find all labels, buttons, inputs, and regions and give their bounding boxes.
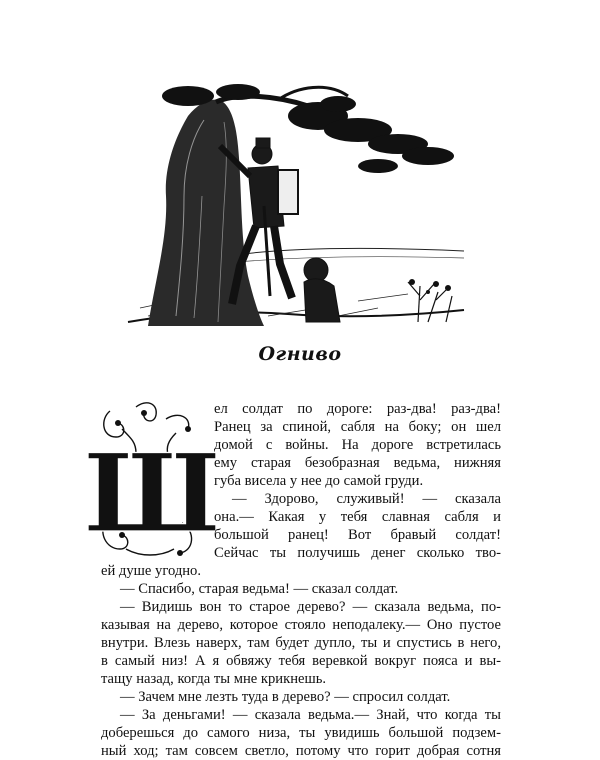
text-line: губа висела у нее до самой груди. — [214, 473, 424, 489]
text-line: ему старая безобразная ведьма, нижняя — [214, 455, 501, 471]
ornamental-drop-cap — [83, 399, 221, 561]
text-line: внутри. Влезь наверх, там будет дупло, ты и спустись в него, — [101, 635, 501, 651]
text-line: ел солдат по дороге: раз-два! раз-два! — [214, 401, 501, 417]
drop-cap-letter: Ш — [83, 431, 221, 557]
text-line: большой ранец! Вот бравый солдат! — [214, 527, 501, 543]
text-line: — Зачем мне лезть туда в дерево? — спросил солдат. — [120, 689, 451, 705]
soldier-tree-illustration — [128, 86, 464, 326]
text-line: доберешься до самого низа, ты увидишь большой подзем- — [101, 725, 501, 741]
text-line: — Видишь вон то старое дерево? — сказала ведьма, по- — [120, 599, 501, 615]
text-line: — Спасибо, старая ведьма! — сказал солдат. — [120, 581, 399, 597]
text-line: ей душе угодно. — [101, 563, 201, 579]
text-line: тащу назад, когда ты мне крикнешь. — [101, 671, 327, 687]
text-line: — За деньгами! — сказала ведьма.— Знай, что когда ты — [120, 707, 501, 723]
text-line: она.— Какая у тебя славная сабля и — [214, 509, 501, 525]
text-line: Ранец за спиной, сабля на боку; он шел — [214, 419, 501, 435]
text-line: — Здорово, служивый! — сказала — [232, 491, 501, 507]
text-line: казывая на дерево, которое стояло неподалеку.— Оно пустое — [101, 617, 501, 633]
story-title: Огниво — [258, 343, 342, 365]
text-line: Сейчас ты получишь денег сколько тво- — [214, 545, 501, 561]
text-line: ный ход; там совсем светло, потому что горит добрая сотня — [101, 743, 501, 759]
text-line: домой с войны. На дороге встретилась — [214, 437, 501, 453]
text-line: в самый низ! А я обвяжу тебя веревкой вокруг пояса и вы- — [101, 653, 501, 669]
